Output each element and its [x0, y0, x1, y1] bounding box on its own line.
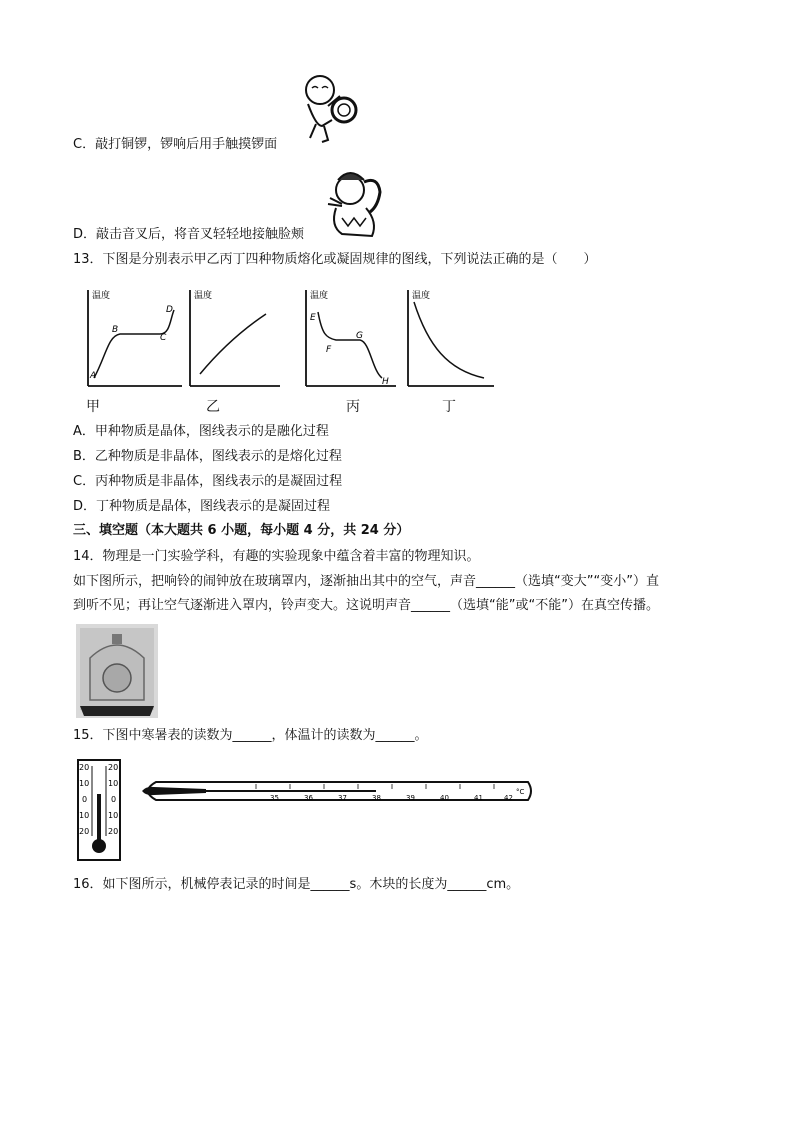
clinical-tick-42: 42 — [504, 794, 513, 802]
graph-bing — [296, 286, 400, 392]
graph-yi-label: 乙 — [206, 399, 220, 415]
q13-option-c: C．丙种物质是非晶体，图线表示的是凝固过程 — [73, 474, 343, 489]
clinical-tick-41: 41 — [474, 794, 483, 802]
weather-tick-3-right: 10 — [108, 811, 119, 820]
q14-line3: 到听不见；再让空气逐渐进入罩内，铃声变大。这说明声音______（选填“能”或“不能”）在真空传播。 — [73, 598, 659, 613]
weather-tick-4-left: 20 — [79, 827, 90, 836]
q12-option-c: C．敲打铜锣，锣响后用手触摸锣面 — [73, 137, 278, 152]
graph-jia-point-c: C — [160, 333, 167, 343]
tuning-fork-illustration — [320, 168, 386, 240]
graph-bing-point-g: G — [356, 331, 363, 341]
q13-option-d: D．丁种物质是晶体，图线表示的是凝固过程 — [73, 499, 331, 514]
graph-bing-point-e: E — [310, 313, 316, 323]
q13-option-a: A．甲种物质是晶体，图线表示的是融化过程 — [73, 424, 329, 439]
weather-tick-4-right: 20 — [108, 827, 119, 836]
graph-yi-axis-label: 温度 — [194, 291, 213, 301]
clinical-unit: °C — [516, 788, 525, 796]
q16-stem: 16．如下图所示，机械停表记录的时间是______s。木块的长度为______cm。 — [73, 877, 520, 892]
graph-jia — [76, 286, 186, 392]
graph-ding-label: 丁 — [442, 399, 456, 415]
weather-tick-1-left: 10 — [79, 779, 90, 788]
graph-bing-point-f: F — [326, 345, 332, 355]
graph-jia-point-d: D — [166, 305, 173, 315]
clinical-thermometer — [136, 774, 536, 808]
weather-thermometer — [76, 758, 122, 862]
graph-ding — [398, 286, 498, 392]
q14-line2: 如下图所示，把响铃的闹钟放在玻璃罩内，逐渐抽出其中的空气，声音______（选填“变大”“变小”）直 — [73, 574, 659, 589]
clinical-tick-38: 38 — [372, 794, 381, 802]
weather-tick-0-right: 20 — [108, 763, 119, 772]
graph-bing-axis-label: 温度 — [310, 291, 329, 301]
graph-jia-axis-label: 温度 — [92, 291, 111, 301]
weather-tick-0-left: 20 — [79, 763, 90, 772]
clinical-tick-39: 39 — [406, 794, 415, 802]
weather-tick-2-left: 0 — [82, 795, 88, 804]
q13-stem: 13．下图是分别表示甲乙丙丁四种物质熔化或凝固规律的图线，下列说法正确的是（ ） — [73, 252, 597, 267]
q15-stem: 15．下图中寒暑表的读数为______，体温计的读数为______。 — [73, 728, 428, 743]
graph-jia-label: 甲 — [86, 399, 100, 415]
graph-ding-axis-label: 温度 — [412, 291, 431, 301]
graph-bing-point-h: H — [382, 377, 389, 387]
q12-option-d: D．敲击音叉后，将音叉轻轻地接触脸颊 — [73, 227, 305, 242]
clinical-tick-37: 37 — [338, 794, 347, 802]
q14-line1: 14．物理是一门实验学科，有趣的实验现象中蕴含着丰富的物理知识。 — [73, 549, 480, 564]
q13-option-b: B．乙种物质是非晶体，图线表示的是熔化过程 — [73, 449, 342, 464]
section-heading: 三、填空题（本大题共 6 小题，每小题 4 分，共 24 分） — [73, 523, 410, 538]
weather-tick-2-right: 0 — [111, 795, 117, 804]
gong-illustration — [298, 72, 360, 148]
clinical-tick-35: 35 — [270, 794, 279, 802]
graph-bing-label: 丙 — [346, 399, 360, 415]
graph-yi — [180, 286, 284, 392]
graph-jia-point-a: A — [90, 371, 97, 381]
weather-tick-3-left: 10 — [79, 811, 90, 820]
bell-jar-image — [76, 624, 158, 718]
weather-tick-1-right: 10 — [108, 779, 119, 788]
clinical-tick-40: 40 — [440, 794, 449, 802]
graph-jia-point-b: B — [112, 325, 119, 335]
clinical-tick-36: 36 — [304, 794, 313, 802]
